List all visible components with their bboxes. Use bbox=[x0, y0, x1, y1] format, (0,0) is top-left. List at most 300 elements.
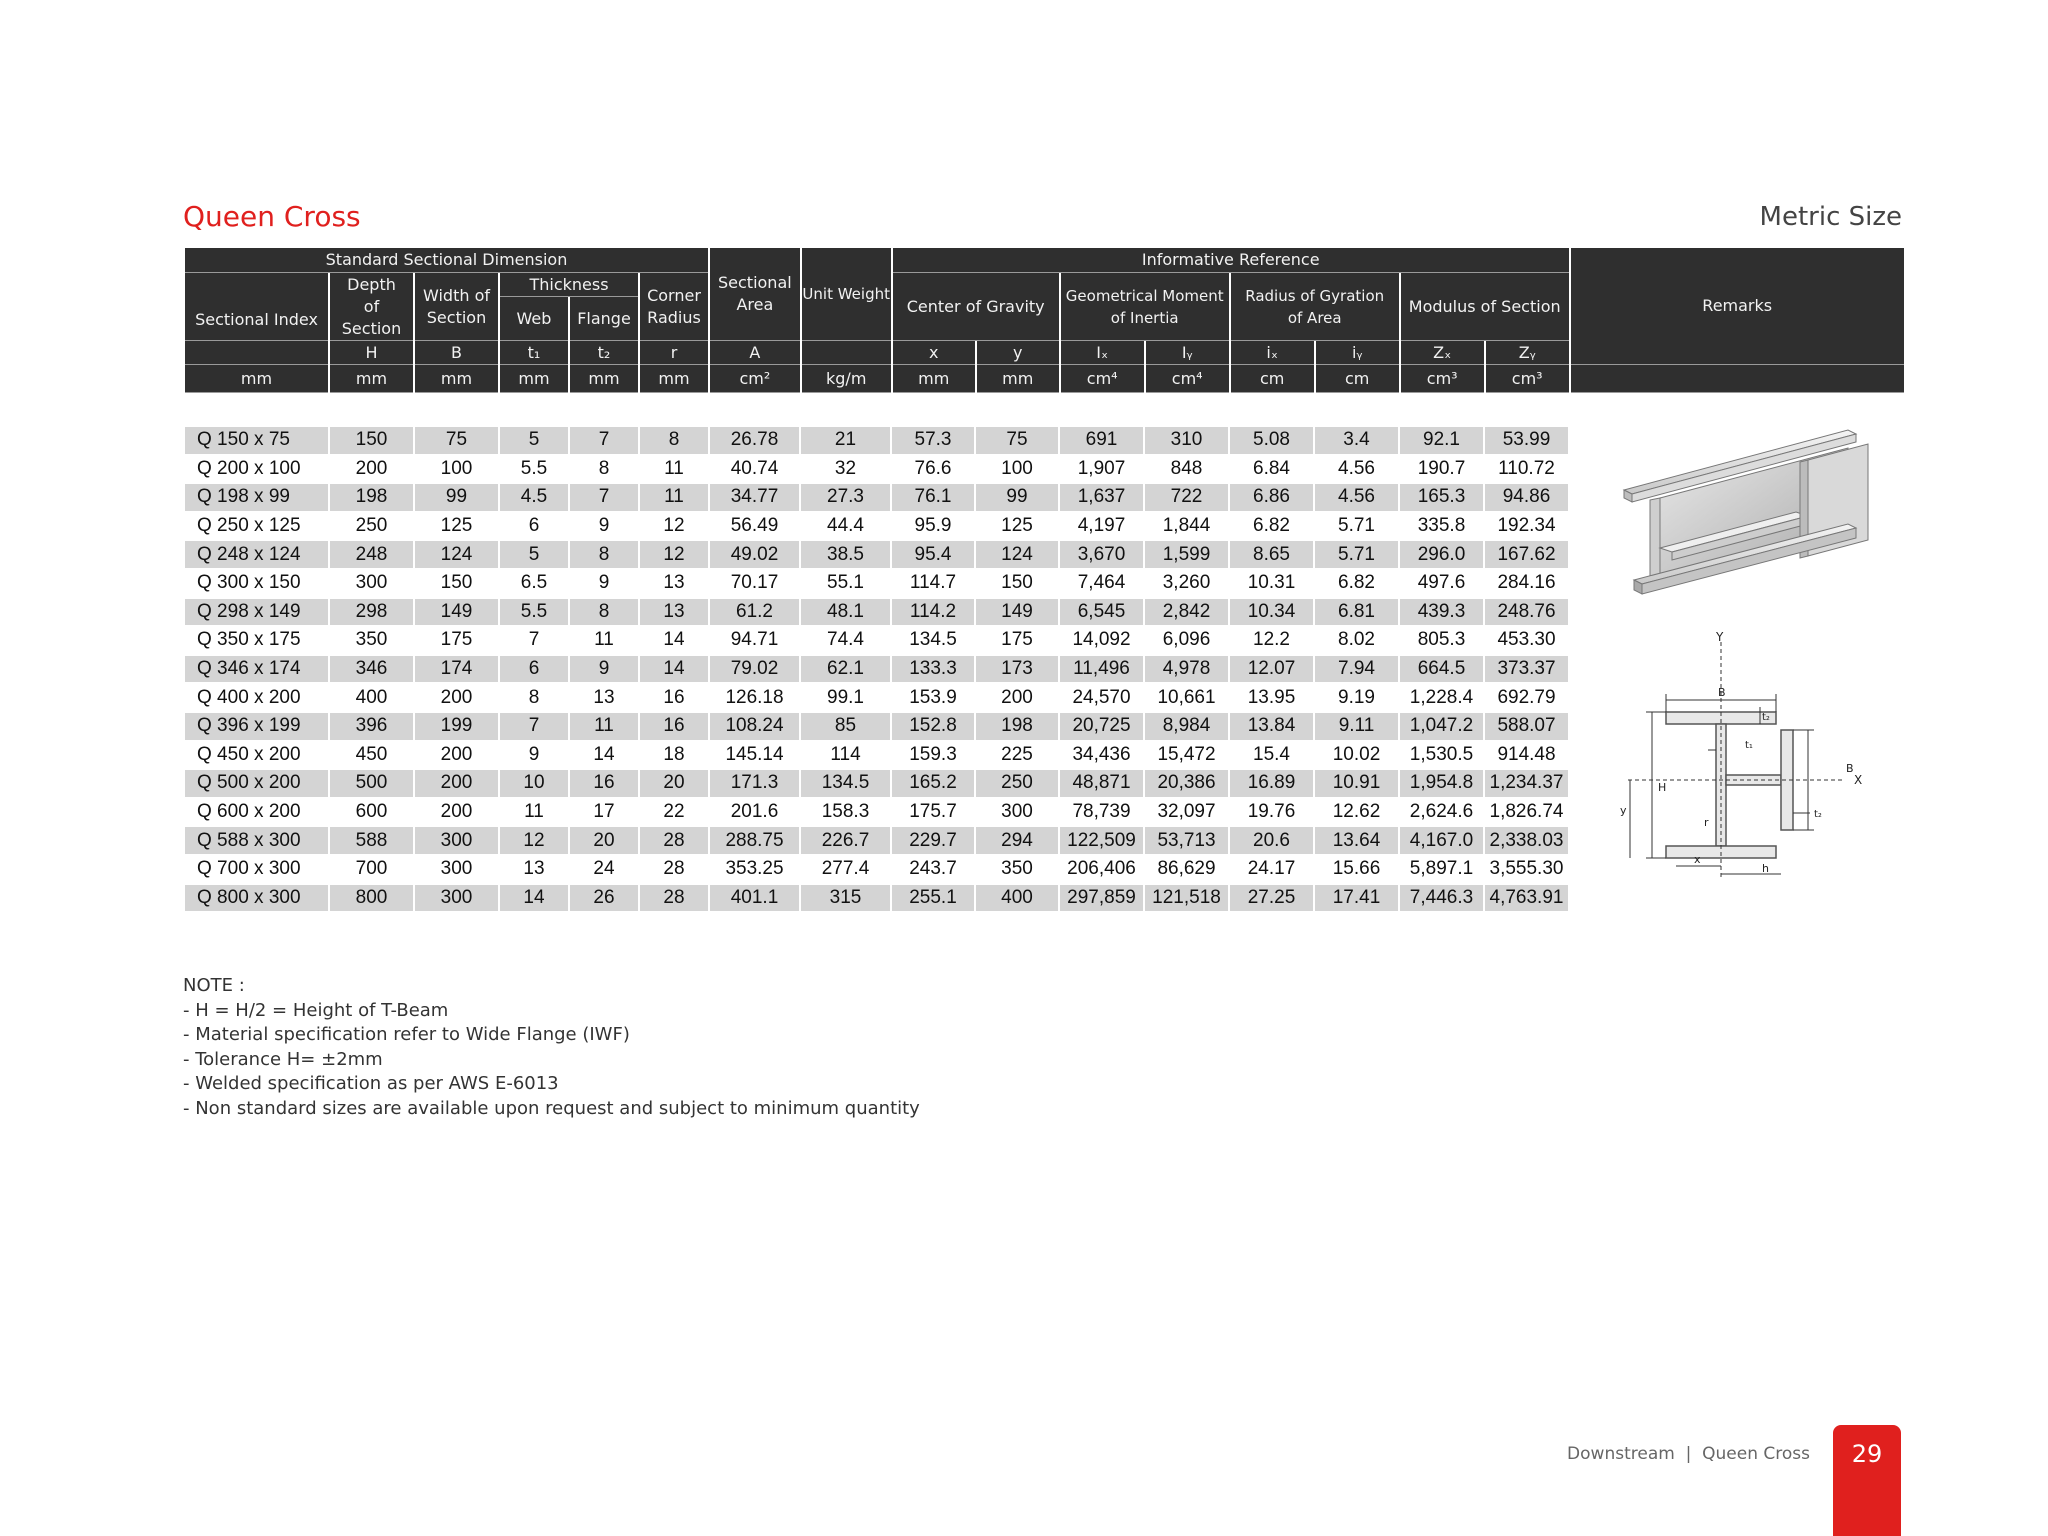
table-cell: 75 bbox=[976, 427, 1058, 454]
table-cell: 12.07 bbox=[1230, 656, 1313, 683]
table-cell: 13 bbox=[640, 599, 708, 626]
table-cell: 190.7 bbox=[1400, 456, 1483, 483]
row-index-cell: Q 450 x 200 bbox=[185, 742, 328, 769]
row-index-cell: Q 800 x 300 bbox=[185, 885, 328, 912]
table-cell: 167.62 bbox=[1485, 541, 1568, 568]
table-cell: 122,509 bbox=[1060, 827, 1143, 854]
table-cell: 5.08 bbox=[1230, 427, 1313, 454]
table-cell: 95.9 bbox=[892, 513, 974, 540]
col-flange: Flange bbox=[570, 297, 638, 341]
table-cell: 288.75 bbox=[710, 827, 799, 854]
table-cell: 14 bbox=[500, 885, 568, 912]
table-cell: 5.5 bbox=[500, 456, 568, 483]
table-cell: 10 bbox=[500, 770, 568, 797]
table-cell: 6.82 bbox=[1315, 570, 1398, 597]
table-cell: 13 bbox=[570, 684, 638, 711]
unit-Ix: cm⁴ bbox=[1061, 365, 1144, 393]
table-cell: 12.2 bbox=[1230, 627, 1313, 654]
table-cell: 200 bbox=[415, 770, 498, 797]
table-cell: 4.56 bbox=[1315, 456, 1398, 483]
sym-Ix: Iₓ bbox=[1061, 341, 1144, 365]
table-cell: 284.16 bbox=[1485, 570, 1568, 597]
label-t2-side: t₂ bbox=[1814, 809, 1822, 820]
table-cell: 600 bbox=[330, 799, 413, 826]
sym-y: y bbox=[977, 341, 1059, 365]
table-cell: 800 bbox=[330, 885, 413, 912]
col-radius: Corner Radius bbox=[640, 273, 708, 341]
table-cell: 12 bbox=[640, 541, 708, 568]
row-index-cell: Q 350 x 175 bbox=[185, 627, 328, 654]
table-cell: 152.8 bbox=[892, 713, 974, 740]
table-cell: 76.6 bbox=[892, 456, 974, 483]
table-cell: 1,228.4 bbox=[1400, 684, 1483, 711]
note-item: - Non standard sizes are available upon request and subject to minimum quantity bbox=[183, 1097, 920, 1119]
table-cell: 16 bbox=[640, 713, 708, 740]
table-cell: 10.91 bbox=[1315, 770, 1398, 797]
table-cell: 126.18 bbox=[710, 684, 799, 711]
table-cell: 10.31 bbox=[1230, 570, 1313, 597]
table-cell: 10,661 bbox=[1145, 684, 1228, 711]
label-B-side: B bbox=[1846, 762, 1854, 775]
table-row bbox=[185, 627, 1568, 654]
group-standard: Standard Sectional Dimension bbox=[185, 248, 708, 273]
col-remarks: Remarks bbox=[1571, 248, 1904, 365]
cross-section-diagram bbox=[1610, 632, 1900, 882]
table-cell: 848 bbox=[1145, 456, 1228, 483]
unit-H: mm bbox=[330, 365, 413, 393]
table-cell: 48,871 bbox=[1060, 770, 1143, 797]
row-index-cell: Q 396 x 199 bbox=[185, 713, 328, 740]
table-cell: 13.64 bbox=[1315, 827, 1398, 854]
table-cell: 9 bbox=[570, 656, 638, 683]
table-cell: 1,844 bbox=[1145, 513, 1228, 540]
table-cell: 6.86 bbox=[1230, 484, 1313, 511]
table-cell: 12 bbox=[640, 513, 708, 540]
table-cell: 588.07 bbox=[1485, 713, 1568, 740]
table-cell: 20,725 bbox=[1060, 713, 1143, 740]
table-header bbox=[183, 248, 1906, 393]
table-cell: 17 bbox=[570, 799, 638, 826]
table-cell: 8,984 bbox=[1145, 713, 1228, 740]
row-index-cell: Q 588 x 300 bbox=[185, 827, 328, 854]
table-cell: 16 bbox=[570, 770, 638, 797]
beam-3d-icon bbox=[1620, 420, 1880, 610]
unit-t2: mm bbox=[570, 365, 638, 393]
table-cell: 4.5 bbox=[500, 484, 568, 511]
table-cell: 350 bbox=[976, 856, 1058, 883]
table-cell: 1,234.37 bbox=[1485, 770, 1568, 797]
table-cell: 1,826.74 bbox=[1485, 799, 1568, 826]
table-cell: 201.6 bbox=[710, 799, 799, 826]
sym-r: r bbox=[640, 341, 708, 365]
table-cell: 7.94 bbox=[1315, 656, 1398, 683]
sym-A: A bbox=[710, 341, 800, 365]
table-cell: 158.3 bbox=[801, 799, 890, 826]
table-cell: 206,406 bbox=[1060, 856, 1143, 883]
unit-y: mm bbox=[977, 365, 1059, 393]
table-cell: 145.14 bbox=[710, 742, 799, 769]
sym-t1: t₁ bbox=[500, 341, 568, 365]
table-cell: 8 bbox=[640, 427, 708, 454]
sym-t2: t₂ bbox=[570, 341, 638, 365]
size-label: Metric Size bbox=[1759, 202, 1902, 232]
table-cell: 229.7 bbox=[892, 827, 974, 854]
table-cell: 124 bbox=[415, 541, 498, 568]
table-cell: 108.24 bbox=[710, 713, 799, 740]
table-row bbox=[185, 456, 1568, 483]
table-cell: 175.7 bbox=[892, 799, 974, 826]
table-row bbox=[185, 827, 1568, 854]
sym-Zy: Zᵧ bbox=[1486, 341, 1569, 365]
table-cell: 114 bbox=[801, 742, 890, 769]
table-cell: 335.8 bbox=[1400, 513, 1483, 540]
table-cell: 450 bbox=[330, 742, 413, 769]
table-cell: 92.1 bbox=[1400, 427, 1483, 454]
table-cell: 7 bbox=[570, 484, 638, 511]
table-cell: 28 bbox=[640, 827, 708, 854]
table-cell: 5 bbox=[500, 427, 568, 454]
table-cell: 9 bbox=[570, 570, 638, 597]
table-cell: 497.6 bbox=[1400, 570, 1483, 597]
table-cell: 24 bbox=[570, 856, 638, 883]
table-cell: 134.5 bbox=[892, 627, 974, 654]
row-index-cell: Q 248 x 124 bbox=[185, 541, 328, 568]
table-cell: 9 bbox=[500, 742, 568, 769]
table-cell: 4,978 bbox=[1145, 656, 1228, 683]
table-cell: 149 bbox=[415, 599, 498, 626]
sym-x: x bbox=[893, 341, 975, 365]
table-cell: 12 bbox=[500, 827, 568, 854]
unit-A: cm² bbox=[710, 365, 800, 393]
table-row bbox=[185, 570, 1568, 597]
table-cell: 27.25 bbox=[1230, 885, 1313, 912]
unit-weight: kg/m bbox=[802, 365, 891, 393]
sym-H: H bbox=[330, 341, 413, 365]
label-B: B bbox=[1718, 686, 1726, 699]
unit-remarks bbox=[1571, 365, 1904, 393]
table-cell: 32,097 bbox=[1145, 799, 1228, 826]
table-cell: 7 bbox=[500, 627, 568, 654]
sym-index bbox=[185, 341, 328, 365]
table-row bbox=[185, 684, 1568, 711]
table-cell: 55.1 bbox=[801, 570, 890, 597]
row-index-cell: Q 500 x 200 bbox=[185, 770, 328, 797]
table-cell: 94.71 bbox=[710, 627, 799, 654]
table-cell: 200 bbox=[976, 684, 1058, 711]
table-cell: 114.2 bbox=[892, 599, 974, 626]
table-row bbox=[185, 713, 1568, 740]
table-cell: 1,954.8 bbox=[1400, 770, 1483, 797]
unit-Iy: cm⁴ bbox=[1146, 365, 1229, 393]
table-cell: 16 bbox=[640, 684, 708, 711]
table-cell: 255.1 bbox=[892, 885, 974, 912]
table-cell: 588 bbox=[330, 827, 413, 854]
table-cell: 32 bbox=[801, 456, 890, 483]
table-cell: 99.1 bbox=[801, 684, 890, 711]
table-cell: 79.02 bbox=[710, 656, 799, 683]
table-cell: 691 bbox=[1060, 427, 1143, 454]
sym-Zx: Zₓ bbox=[1401, 341, 1484, 365]
table-cell: 6.5 bbox=[500, 570, 568, 597]
sym-B: B bbox=[415, 341, 498, 365]
table-cell: 1,047.2 bbox=[1400, 713, 1483, 740]
table-cell: 7,464 bbox=[1060, 570, 1143, 597]
unit-t1: mm bbox=[500, 365, 568, 393]
table-cell: 16.89 bbox=[1230, 770, 1313, 797]
table-cell: 250 bbox=[976, 770, 1058, 797]
group-informative: Informative Reference bbox=[893, 248, 1569, 273]
table-cell: 200 bbox=[330, 456, 413, 483]
table-cell: 24.17 bbox=[1230, 856, 1313, 883]
table-cell: 664.5 bbox=[1400, 656, 1483, 683]
table-cell: 100 bbox=[976, 456, 1058, 483]
table-cell: 310 bbox=[1145, 427, 1228, 454]
table-cell: 85 bbox=[801, 713, 890, 740]
table-cell: 78,739 bbox=[1060, 799, 1143, 826]
table-cell: 165.3 bbox=[1400, 484, 1483, 511]
col-web: Web bbox=[500, 297, 568, 341]
table-cell: 26.78 bbox=[710, 427, 799, 454]
row-index-cell: Q 250 x 125 bbox=[185, 513, 328, 540]
table-cell: 14 bbox=[570, 742, 638, 769]
table-cell: 15.4 bbox=[1230, 742, 1313, 769]
table-cell: 175 bbox=[976, 627, 1058, 654]
table-cell: 9 bbox=[570, 513, 638, 540]
table-cell: 171.3 bbox=[710, 770, 799, 797]
table-cell: 250 bbox=[330, 513, 413, 540]
table-cell: 44.4 bbox=[801, 513, 890, 540]
col-weight: Unit Weight bbox=[802, 248, 891, 341]
table-cell: 5.5 bbox=[500, 599, 568, 626]
table-row bbox=[185, 742, 1568, 769]
table-cell: 61.2 bbox=[710, 599, 799, 626]
table-cell: 149 bbox=[976, 599, 1058, 626]
table-cell: 2,338.03 bbox=[1485, 827, 1568, 854]
table-cell: 19.76 bbox=[1230, 799, 1313, 826]
table-cell: 805.3 bbox=[1400, 627, 1483, 654]
table-cell: 100 bbox=[415, 456, 498, 483]
table-row bbox=[185, 885, 1568, 912]
table-cell: 396 bbox=[330, 713, 413, 740]
table-cell: 75 bbox=[415, 427, 498, 454]
table-cell: 5 bbox=[500, 541, 568, 568]
table-cell: 62.1 bbox=[801, 656, 890, 683]
row-index-cell: Q 700 x 300 bbox=[185, 856, 328, 883]
row-index-cell: Q 200 x 100 bbox=[185, 456, 328, 483]
table-cell: 27.3 bbox=[801, 484, 890, 511]
row-index-cell: Q 346 x 174 bbox=[185, 656, 328, 683]
table-cell: 2,624.6 bbox=[1400, 799, 1483, 826]
table-cell: 200 bbox=[415, 799, 498, 826]
unit-B: mm bbox=[415, 365, 498, 393]
table-row bbox=[185, 856, 1568, 883]
note-item: - H = H/2 = Height of T-Beam bbox=[183, 999, 449, 1021]
table-cell: 3.4 bbox=[1315, 427, 1398, 454]
table-cell: 300 bbox=[330, 570, 413, 597]
table-cell: 20.6 bbox=[1230, 827, 1313, 854]
table-cell: 200 bbox=[415, 684, 498, 711]
label-h: h bbox=[1762, 862, 1769, 875]
table-cell: 4,763.91 bbox=[1485, 885, 1568, 912]
label-H: H bbox=[1658, 781, 1667, 794]
table-cell: 5.71 bbox=[1315, 513, 1398, 540]
table-cell: 199 bbox=[415, 713, 498, 740]
table-cell: 124 bbox=[976, 541, 1058, 568]
table-cell: 300 bbox=[415, 856, 498, 883]
table-cell: 401.1 bbox=[710, 885, 799, 912]
page-title: Queen Cross bbox=[183, 200, 361, 233]
table-cell: 15.66 bbox=[1315, 856, 1398, 883]
table-cell: 28 bbox=[640, 885, 708, 912]
table-cell: 125 bbox=[415, 513, 498, 540]
table-cell: 300 bbox=[415, 885, 498, 912]
table-cell: 277.4 bbox=[801, 856, 890, 883]
table-cell: 11 bbox=[640, 484, 708, 511]
table-row bbox=[185, 656, 1568, 683]
table-cell: 14 bbox=[640, 627, 708, 654]
col-index: Sectional Index bbox=[185, 273, 328, 341]
table-cell: 99 bbox=[415, 484, 498, 511]
unit-Zy: cm³ bbox=[1486, 365, 1569, 393]
axis-label-X: X bbox=[1854, 773, 1863, 787]
table-cell: 722 bbox=[1145, 484, 1228, 511]
table-cell: 175 bbox=[415, 627, 498, 654]
row-index-cell: Q 298 x 149 bbox=[185, 599, 328, 626]
table-cell: 8 bbox=[570, 599, 638, 626]
table-cell: 298 bbox=[330, 599, 413, 626]
table-cell: 248.76 bbox=[1485, 599, 1568, 626]
table-cell: 18 bbox=[640, 742, 708, 769]
table-cell: 165.2 bbox=[892, 770, 974, 797]
table-cell: 24,570 bbox=[1060, 684, 1143, 711]
table-cell: 373.37 bbox=[1485, 656, 1568, 683]
unit-index: mm bbox=[185, 365, 328, 393]
table-cell: 243.7 bbox=[892, 856, 974, 883]
col-inertia: Geometrical Moment of Inertia bbox=[1061, 273, 1229, 341]
table-cell: 315 bbox=[801, 885, 890, 912]
table-cell: 10.34 bbox=[1230, 599, 1313, 626]
note-item: - Tolerance H= ±2mm bbox=[183, 1048, 383, 1070]
axis-label-Y: Y bbox=[1716, 632, 1724, 644]
table-cell: 22 bbox=[640, 799, 708, 826]
table-cell: 125 bbox=[976, 513, 1058, 540]
label-x: x bbox=[1694, 853, 1701, 866]
table-cell: 12.62 bbox=[1315, 799, 1398, 826]
table-cell: 300 bbox=[415, 827, 498, 854]
note-item: - Material specification refer to Wide Flange (IWF) bbox=[183, 1024, 630, 1046]
table-cell: 150 bbox=[330, 427, 413, 454]
footer-breadcrumb: Downstream | Queen Cross bbox=[1567, 1444, 1810, 1464]
table-cell: 297,859 bbox=[1060, 885, 1143, 912]
sym-ix: iₓ bbox=[1231, 341, 1314, 365]
row-index-cell: Q 400 x 200 bbox=[185, 684, 328, 711]
table-cell: 150 bbox=[415, 570, 498, 597]
col-depth: Depth of Section bbox=[330, 273, 413, 341]
table-cell: 110.72 bbox=[1485, 456, 1568, 483]
table-cell: 8.65 bbox=[1230, 541, 1313, 568]
table-cell: 86,629 bbox=[1145, 856, 1228, 883]
table-cell: 38.5 bbox=[801, 541, 890, 568]
table-row bbox=[185, 484, 1568, 511]
table-cell: 453.30 bbox=[1485, 627, 1568, 654]
table-cell: 99 bbox=[976, 484, 1058, 511]
table-cell: 49.02 bbox=[710, 541, 799, 568]
page-number-badge bbox=[1833, 1425, 1901, 1536]
table-cell: 150 bbox=[976, 570, 1058, 597]
table-cell: 5,897.1 bbox=[1400, 856, 1483, 883]
table-cell: 198 bbox=[976, 713, 1058, 740]
table-cell: 28 bbox=[640, 856, 708, 883]
table-cell: 4,167.0 bbox=[1400, 827, 1483, 854]
table-cell: 4,197 bbox=[1060, 513, 1143, 540]
table-cell: 13 bbox=[640, 570, 708, 597]
table-cell: 6,545 bbox=[1060, 599, 1143, 626]
table-cell: 53.99 bbox=[1485, 427, 1568, 454]
table-cell: 10.02 bbox=[1315, 742, 1398, 769]
table-cell: 20 bbox=[640, 770, 708, 797]
table-cell: 1,907 bbox=[1060, 456, 1143, 483]
table-row bbox=[185, 799, 1568, 826]
table-cell: 6.81 bbox=[1315, 599, 1398, 626]
table-cell: 21 bbox=[801, 427, 890, 454]
row-index-cell: Q 600 x 200 bbox=[185, 799, 328, 826]
page-number: 29 bbox=[1851, 1440, 1883, 1468]
table-cell: 95.4 bbox=[892, 541, 974, 568]
table-cell: 173 bbox=[976, 656, 1058, 683]
table-cell: 121,518 bbox=[1145, 885, 1228, 912]
table-cell: 8 bbox=[570, 541, 638, 568]
label-t2: t₂ bbox=[1762, 712, 1770, 723]
table-cell: 198 bbox=[330, 484, 413, 511]
table-cell: 159.3 bbox=[892, 742, 974, 769]
table-cell: 8.02 bbox=[1315, 627, 1398, 654]
table-cell: 6 bbox=[500, 513, 568, 540]
table-cell: 1,637 bbox=[1060, 484, 1143, 511]
table-cell: 56.49 bbox=[710, 513, 799, 540]
table-row bbox=[185, 541, 1568, 568]
table-cell: 500 bbox=[330, 770, 413, 797]
table-cell: 11 bbox=[570, 627, 638, 654]
table-cell: 3,670 bbox=[1060, 541, 1143, 568]
table-cell: 94.86 bbox=[1485, 484, 1568, 511]
table-cell: 6.82 bbox=[1230, 513, 1313, 540]
table-cell: 11,496 bbox=[1060, 656, 1143, 683]
group-thickness: Thickness bbox=[500, 273, 638, 297]
table-cell: 9.19 bbox=[1315, 684, 1398, 711]
table-cell: 3,260 bbox=[1145, 570, 1228, 597]
data-table-body bbox=[185, 427, 1568, 911]
table-cell: 6,096 bbox=[1145, 627, 1228, 654]
table-cell: 14 bbox=[640, 656, 708, 683]
table-cell: 174 bbox=[415, 656, 498, 683]
label-y: y bbox=[1620, 804, 1627, 817]
table-cell: 200 bbox=[415, 742, 498, 769]
table-cell: 15,472 bbox=[1145, 742, 1228, 769]
table-cell: 70.17 bbox=[710, 570, 799, 597]
table-cell: 5.71 bbox=[1315, 541, 1398, 568]
notes-section bbox=[183, 974, 920, 1122]
table-cell: 700 bbox=[330, 856, 413, 883]
col-cog: Center of Gravity bbox=[893, 273, 1059, 341]
table-cell: 1,599 bbox=[1145, 541, 1228, 568]
col-gyration: Radius of Gyration of Area bbox=[1231, 273, 1399, 341]
table-cell: 7 bbox=[500, 713, 568, 740]
table-row bbox=[185, 770, 1568, 797]
unit-r: mm bbox=[640, 365, 708, 393]
table-cell: 6.84 bbox=[1230, 456, 1313, 483]
table-cell: 7,446.3 bbox=[1400, 885, 1483, 912]
table-cell: 294 bbox=[976, 827, 1058, 854]
